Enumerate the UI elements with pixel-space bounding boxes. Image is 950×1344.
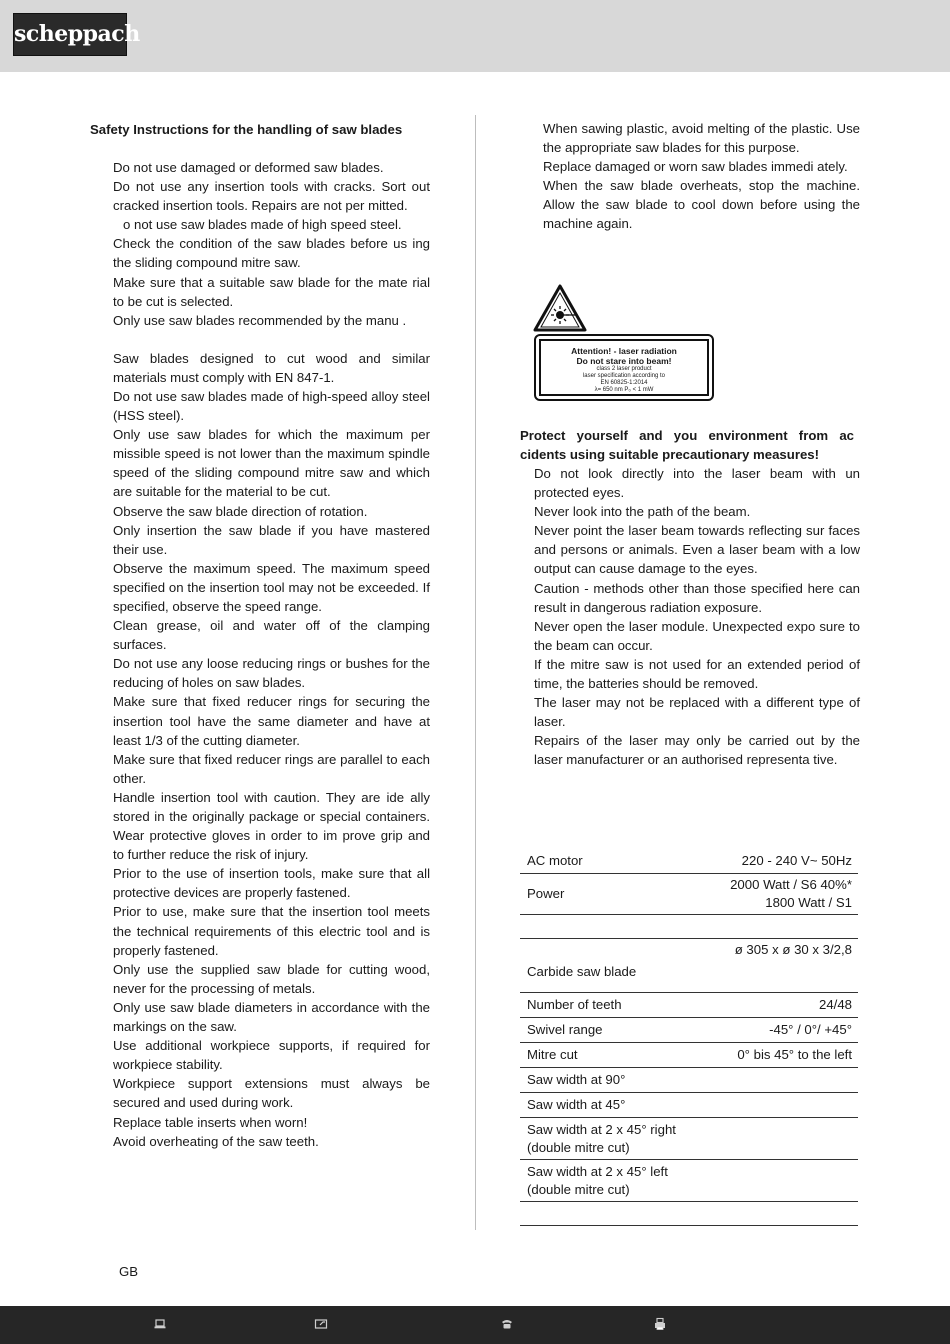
spec-label: Power xyxy=(520,874,704,915)
list-item: Replace damaged or worn saw blades immedi ately. xyxy=(543,159,848,175)
spec-value-line: 1800 Watt / S1 xyxy=(765,895,852,910)
list-item: Avoid overheating of the saw teeth. xyxy=(113,1133,319,1149)
page-footer xyxy=(0,1306,950,1344)
table-row xyxy=(520,1118,858,1160)
laser-label-line: EN 60825-1:2014 xyxy=(600,380,648,386)
spec-value: -45° / 0°/ +45° xyxy=(704,1018,858,1043)
table-row xyxy=(520,993,858,1018)
table-row xyxy=(520,1160,858,1202)
language-code: GB xyxy=(119,1264,139,1279)
list-item: When sawing plastic, avoid melting of the plastic. Use the appropriate saw blades for this purpose. xyxy=(543,121,860,156)
laser-safety-list xyxy=(534,464,860,770)
list-item: Do not use saw blades made of high-speed alloy steel (HSS steel). xyxy=(113,388,430,424)
list-item: Never point the laser beam towards reflecting sur faces and persons or animals. Even a laser beam with a low output can cause damage to the eyes. xyxy=(534,523,860,577)
spec-label: Saw width at 45° xyxy=(520,1093,704,1118)
technical-data-table xyxy=(520,849,858,1226)
list-item: Make sure that fixed reducer rings for securing the insertion tool have the same diameter and have at least 1/3 of the cutting diameter. xyxy=(113,694,430,748)
spec-value: 220 - 240 V~ 50Hz xyxy=(704,849,858,874)
list-item: The laser may not be replaced with a different type of laser. xyxy=(534,695,860,730)
spec-value xyxy=(704,915,858,939)
spec-label: Mitre cut xyxy=(520,1043,704,1068)
list-item: Handle insertion tool with caution. They are ide ally stored in the originally package or special containers. Wear protective gloves in order to im prove grip and to further reduce the risk of injury. xyxy=(113,789,430,863)
list-item: Replace table inserts when worn! xyxy=(113,1114,308,1130)
laser-warning-icon xyxy=(533,284,587,332)
mail-icon xyxy=(314,1317,328,1331)
table-row xyxy=(520,1068,858,1093)
spec-label: AC motor xyxy=(520,849,704,874)
list-item: Do not use any loose reducing rings or bushes for the reducing of holes on saw blades. xyxy=(113,656,430,691)
spec-label-line: Saw width at 2 x 45° left xyxy=(527,1163,668,1179)
spec-value xyxy=(704,874,858,915)
laser-label-line: laser specification according to xyxy=(582,373,666,379)
list-item: Make sure that a suitable saw blade for the mate rial to be cut is selected. xyxy=(113,274,430,309)
table-row xyxy=(520,1202,858,1226)
list-item: Caution - methods other than those specified here can result in dangerous radiation exposure. xyxy=(534,580,860,615)
fax-icon xyxy=(653,1317,667,1331)
laser-label-line: Attention! - laser radiation xyxy=(571,346,677,356)
spec-value xyxy=(704,1118,858,1160)
list-item: Observe the saw blade direction of rotation. xyxy=(113,503,368,519)
page-header xyxy=(0,0,950,72)
list-item: Make sure that fixed reducer rings are parallel to each other. xyxy=(113,751,430,786)
spec-label xyxy=(520,1118,704,1160)
scheppach-logo: scheppach xyxy=(13,13,127,56)
spec-value xyxy=(704,1068,858,1093)
list-item: Prior to use, make sure that the insertion tool meets the technical requirements of this electric tool and is properly fastened. xyxy=(113,904,430,958)
list-item: Saw blades designed to cut wood and similar materials must comply with EN 847-1. xyxy=(113,350,430,385)
list-item: When the saw blade overheats, stop the machine. Allow the saw blade to cool down before using the machine again. xyxy=(543,178,860,232)
list-item: Never open the laser module. Unexpected expo sure to the beam can occur. xyxy=(534,618,860,653)
list-item: If the mitre saw is not used for an extended period of time, the batteries should be removed. xyxy=(534,656,860,692)
saw-blade-safety-heading: Safety Instructions for the handling of saw blades xyxy=(90,122,403,137)
saw-blade-safety-list xyxy=(113,158,430,1151)
table-row xyxy=(520,849,858,874)
list-item: Only use saw blades for which the maximum per missible speed is not lower than the maximum spindle speed of the sliding compound mitre saw and which are suitable for the material to be cut. xyxy=(113,427,430,500)
laser-label-line: class 2 laser product xyxy=(596,366,652,372)
spec-label xyxy=(520,1160,704,1202)
spec-label: Swivel range xyxy=(520,1018,704,1043)
spec-value: 0° bis 45° to the left xyxy=(704,1043,858,1068)
list-item: Do not use any insertion tools with cracks. Sort out cracked insertion tools. Repairs are not per mitted. xyxy=(113,179,430,214)
spec-label: Carbide saw blade xyxy=(520,939,704,993)
list-item: Prior to the use of insertion tools, make sure that all protective devices are properly fastened. xyxy=(113,866,430,901)
list-item: Clean grease, oil and water off of the clamping surfaces. xyxy=(113,618,430,653)
saw-blade-safety-list-continued xyxy=(543,119,860,234)
list-item: Only use saw blades recommended by the manu . xyxy=(113,312,407,328)
laser-label-line: Do not stare into beam! xyxy=(576,356,672,366)
spec-value xyxy=(704,1160,858,1202)
laser-warning-label xyxy=(534,334,714,401)
list-item: Only insertion the saw blade if you have mastered their use. xyxy=(113,522,430,557)
spec-value xyxy=(704,1093,858,1118)
spec-label xyxy=(520,915,704,939)
table-row xyxy=(520,874,858,915)
table-row xyxy=(520,1018,858,1043)
list-item: Only use saw blade diameters in accordance with the markings on the saw. xyxy=(113,999,430,1035)
list-item: Do not use damaged or deformed saw blades. xyxy=(113,160,384,175)
table-row xyxy=(520,939,858,993)
list-item: Never look into the path of the beam. xyxy=(534,504,751,520)
list-item: Workpiece support extensions must always be secured and used during work. xyxy=(113,1076,430,1111)
list-item: Use additional workpiece supports, if required for workpiece stability. xyxy=(113,1038,430,1073)
spec-label-line: (double mitre cut) xyxy=(527,1139,630,1155)
spec-value: ø 305 x ø 30 x 3/2,8 xyxy=(704,939,858,993)
table-row xyxy=(520,915,858,939)
spec-label: Number of teeth xyxy=(520,993,704,1018)
list-item: Do not look directly into the laser beam with un protected eyes. xyxy=(534,466,860,501)
list-item: Repairs of the laser may only be carried out by the laser manufacturer or an authorised representa tive. xyxy=(534,733,860,768)
spec-label: Saw width at 90° xyxy=(520,1068,704,1093)
laptop-icon xyxy=(153,1317,167,1331)
table-row xyxy=(520,1043,858,1068)
spec-label-line: Saw width at 2 x 45° right xyxy=(527,1121,676,1137)
spec-value: 24/48 xyxy=(704,993,858,1018)
spec-label-line: (double mitre cut) xyxy=(527,1181,630,1197)
spec-label xyxy=(520,1202,704,1226)
table-row xyxy=(520,1093,858,1118)
phone-icon xyxy=(500,1317,514,1331)
laser-label-line: λ= 650 nm P₀ < 1 mW xyxy=(594,387,654,393)
list-item: Only use the supplied saw blade for cutting wood, never for the processing of metals. xyxy=(113,961,430,996)
spec-value xyxy=(704,1202,858,1226)
list-item: Observe the maximum speed. The maximum speed specified on the insertion tool may not be exceeded. If specified, observe the speed range. xyxy=(113,560,430,614)
list-item: o not use saw blades made of high speed steel. xyxy=(123,217,402,233)
spec-value-line: 2000 Watt / S6 40%* xyxy=(730,877,852,892)
laser-safety-heading: Protect yourself and you environment from ac cidents using suitable precautionary measures! xyxy=(520,428,854,462)
column-divider xyxy=(475,115,476,1230)
list-item: Check the condition of the saw blades before us ing the sliding compound mitre saw. xyxy=(113,236,430,271)
